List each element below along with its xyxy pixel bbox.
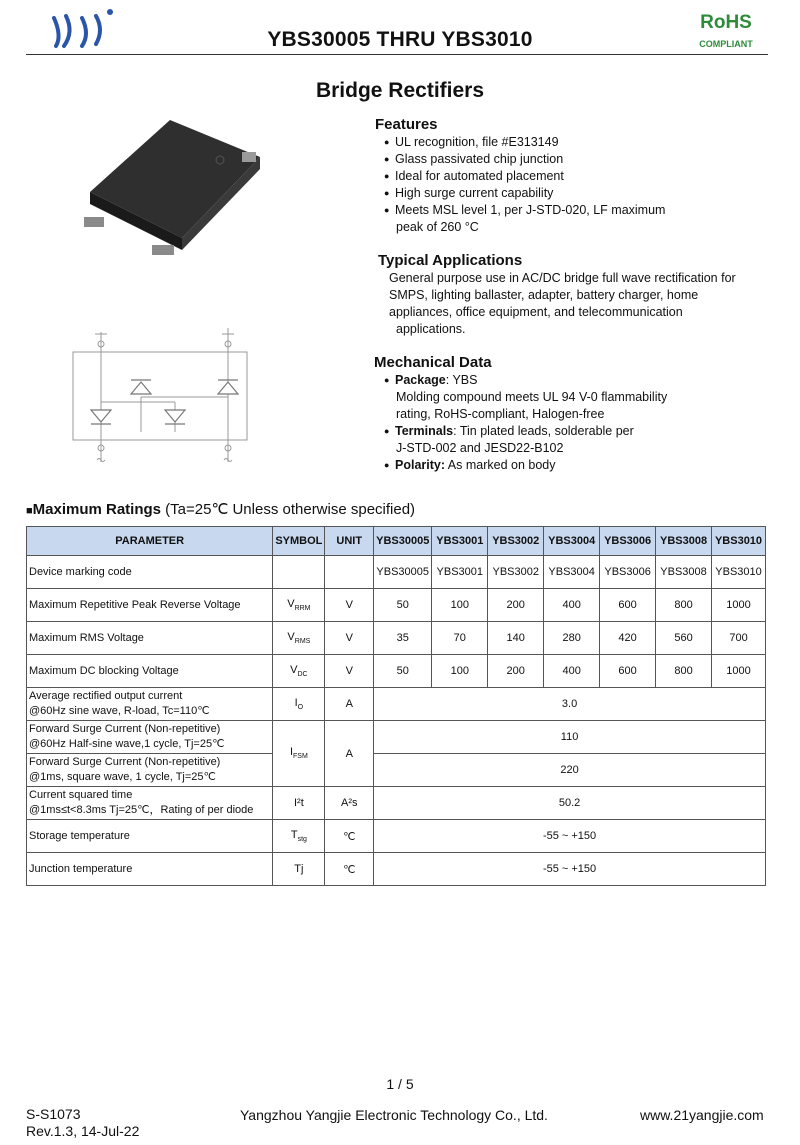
package-image: [78, 112, 278, 272]
col-header: UNIT: [325, 527, 374, 556]
company-name: Yangzhou Yangjie Electronic Technology Co., Ltd.: [240, 1107, 548, 1123]
rohs-label: RoHS: [700, 12, 752, 33]
mechanical-molding-1: Molding compound meets UL 94 V-0 flammability: [396, 390, 668, 404]
feature-item: ● Glass passivated chip junction: [384, 151, 774, 168]
ratings-heading: ■Maximum Ratings (Ta=25℃ Unless otherwise specified): [26, 501, 416, 518]
applications-heading: Typical Applications: [378, 252, 523, 269]
document-number: S-S1073: [26, 1106, 81, 1122]
feature-item-continued: peak of 260 °C: [396, 220, 479, 234]
rohs-badge: [694, 12, 758, 50]
col-header: YBS3002: [488, 527, 544, 556]
col-header: YBS3006: [600, 527, 656, 556]
applications-line: General purpose use in AC/DC bridge full wave rectification for: [389, 271, 736, 285]
features-heading: Features: [375, 116, 438, 133]
table-row: Maximum RMS Voltage $V_{RMS}$ V 35 70 140 280 420 560 700: [27, 622, 766, 655]
table-row: Average rectified output current @60Hz sine wave, R-load, Tc=110℃ $I_O$ A 3.0: [27, 688, 766, 721]
table-row: Forward Surge Current (Non-repetitive) @1ms, square wave, 1 cycle, Tj=25℃ 220: [27, 754, 766, 787]
table-row: Maximum Repetitive Peak Reverse Voltage $V_{RRM}$ V 50 100 200 400 600 800 1000: [27, 589, 766, 622]
revision: Rev.1.3, 14-Jul-22: [26, 1123, 140, 1139]
mechanical-molding-2: rating, RoHS-compliant, Halogen-free: [396, 407, 605, 421]
applications-line: appliances, office equipment, and telecommunication: [389, 305, 683, 319]
product-title: Bridge Rectifiers: [315, 79, 485, 102]
table-row: Device marking code YBS30005 YBS3001 YBS3002 YBS3004 YBS3006 YBS3008 YBS3010: [27, 556, 766, 589]
table-row: Junction temperature Tj ℃ -55 ~ +150: [27, 853, 766, 886]
applications-line: applications.: [396, 322, 466, 336]
col-header: YBS3010: [712, 527, 766, 556]
table-row: Maximum DC blocking Voltage $V_{DC}$ V 50 100 200 400 600 800 1000: [27, 655, 766, 688]
page-number: 1 / 5: [386, 1076, 414, 1092]
col-header: SYMBOL: [273, 527, 325, 556]
rohs-sub: COMPLIANT: [699, 39, 753, 49]
feature-item: ● Meets MSL level 1, per J-STD-020, LF maximum: [384, 202, 774, 219]
mechanical-list: [384, 372, 774, 389]
table-row: Forward Surge Current (Non-repetitive) @60Hz Half-sine wave,1 cycle, Tj=25℃ $I_{FSM}$ A 110: [27, 721, 766, 754]
col-header: YBS3004: [544, 527, 600, 556]
col-header: PARAMETER: [27, 527, 273, 556]
mechanical-heading: Mechanical Data: [374, 354, 492, 371]
applications-line: SMPS, lighting ballaster, adapter, battery charger, home: [389, 288, 699, 302]
mechanical-polarity: ● Polarity: As marked on body: [384, 457, 774, 474]
document-title: YBS30005 THRU YBS3010: [267, 28, 533, 51]
feature-item: ● High surge current capability: [384, 185, 774, 202]
circuit-schematic: [65, 322, 255, 472]
table-row: Storage temperature $T_{stg}$ ℃ -55 ~ +150: [27, 820, 766, 853]
mechanical-terminals-2: J-STD-002 and JESD22-B102: [396, 441, 564, 455]
col-header: YBS30005: [374, 527, 432, 556]
mechanical-package: ● Package: YBS: [384, 372, 774, 389]
table-header-row: [27, 527, 766, 556]
header-divider: [26, 54, 768, 55]
website-url: www.21yangjie.com: [640, 1107, 764, 1123]
mechanical-terminals: ● Terminals: Tin plated leads, solderable per: [384, 423, 774, 440]
col-header: YBS3008: [656, 527, 712, 556]
table-row: Current squared time @1ms≤t<8.3ms Tj=25℃，Rating of per diode I²t A²s 50.2: [27, 787, 766, 820]
features-list: [384, 134, 774, 219]
ratings-table: [26, 526, 766, 886]
feature-item: ● UL recognition, file #E313149: [384, 134, 774, 151]
feature-item: ● Ideal for automated placement: [384, 168, 774, 185]
col-header: YBS3001: [432, 527, 488, 556]
